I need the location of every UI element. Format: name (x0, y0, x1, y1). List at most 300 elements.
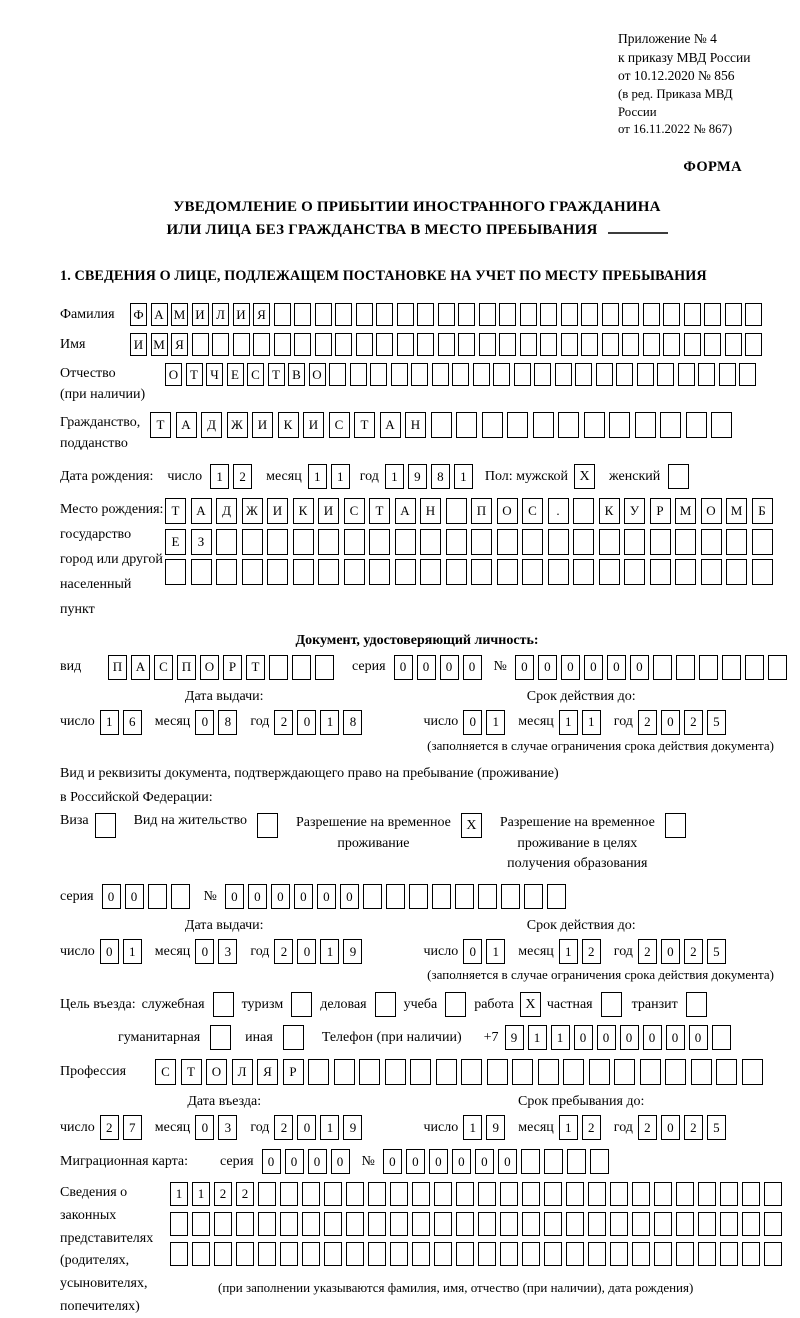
form-cell[interactable] (191, 559, 212, 585)
form-cell[interactable] (346, 1182, 364, 1206)
form-cell[interactable] (216, 529, 237, 555)
form-cell[interactable] (643, 333, 660, 356)
form-cell[interactable] (691, 1059, 712, 1085)
form-cell[interactable]: Л (212, 303, 229, 326)
form-cell[interactable] (390, 1212, 408, 1236)
form-cell[interactable]: П (108, 655, 127, 680)
form-cell[interactable] (544, 1242, 562, 1266)
form-cell[interactable] (386, 884, 405, 909)
form-cell[interactable] (487, 1059, 508, 1085)
form-cell[interactable]: 2 (638, 1115, 657, 1140)
form-cell[interactable] (768, 655, 787, 680)
form-cell[interactable] (632, 1212, 650, 1236)
form-cell[interactable] (575, 363, 592, 386)
form-cell[interactable]: С (329, 412, 350, 438)
form-cell[interactable] (657, 363, 674, 386)
form-cell[interactable] (412, 1182, 430, 1206)
form-cell[interactable]: Р (283, 1059, 304, 1085)
form-cell[interactable]: Д (216, 498, 237, 524)
purpose-transit-checkbox[interactable] (686, 992, 707, 1017)
form-cell[interactable]: 0 (584, 655, 603, 680)
form-cell[interactable] (676, 655, 695, 680)
temp-residence-checkbox[interactable]: X (461, 813, 482, 838)
purpose-business-checkbox[interactable] (375, 992, 396, 1017)
form-cell[interactable] (397, 303, 414, 326)
form-cell[interactable] (533, 412, 554, 438)
form-cell[interactable] (624, 559, 645, 585)
form-cell[interactable] (663, 303, 680, 326)
form-cell[interactable] (622, 333, 639, 356)
form-cell[interactable]: 5 (707, 710, 726, 735)
form-cell[interactable]: 0 (597, 1025, 616, 1050)
form-cell[interactable] (573, 559, 594, 585)
form-cell[interactable] (192, 333, 209, 356)
form-cell[interactable]: 1 (308, 464, 327, 489)
form-cell[interactable] (258, 1212, 276, 1236)
form-cell[interactable] (676, 1212, 694, 1236)
form-cell[interactable] (324, 1182, 342, 1206)
form-cell[interactable]: С (522, 498, 543, 524)
form-cell[interactable]: А (151, 303, 168, 326)
form-cell[interactable]: К (278, 412, 299, 438)
form-cell[interactable] (548, 559, 569, 585)
form-cell[interactable]: И (318, 498, 339, 524)
form-cell[interactable] (538, 1059, 559, 1085)
form-cell[interactable] (547, 884, 566, 909)
form-cell[interactable] (269, 655, 288, 680)
form-cell[interactable] (742, 1182, 760, 1206)
form-cell[interactable]: О (200, 655, 219, 680)
form-cell[interactable]: 1 (331, 464, 350, 489)
form-cell[interactable]: 0 (574, 1025, 593, 1050)
form-cell[interactable] (698, 363, 715, 386)
form-cell[interactable] (522, 559, 543, 585)
form-cell[interactable]: 2 (274, 710, 293, 735)
form-cell[interactable] (512, 1059, 533, 1085)
form-cell[interactable] (581, 303, 598, 326)
form-cell[interactable]: Т (246, 655, 265, 680)
form-cell[interactable]: 0 (317, 884, 336, 909)
form-cell[interactable]: 5 (707, 1115, 726, 1140)
form-cell[interactable] (411, 363, 428, 386)
form-cell[interactable] (632, 1242, 650, 1266)
form-cell[interactable] (212, 333, 229, 356)
form-cell[interactable] (456, 1242, 474, 1266)
form-cell[interactable] (558, 412, 579, 438)
form-cell[interactable] (665, 1059, 686, 1085)
form-cell[interactable] (318, 529, 339, 555)
form-cell[interactable] (599, 559, 620, 585)
form-cell[interactable]: Д (201, 412, 222, 438)
form-cell[interactable]: 2 (582, 1115, 601, 1140)
form-cell[interactable] (726, 529, 747, 555)
form-cell[interactable] (654, 1212, 672, 1236)
form-cell[interactable] (650, 559, 671, 585)
form-cell[interactable]: 1 (486, 939, 505, 964)
purpose-private-checkbox[interactable] (601, 992, 622, 1017)
form-cell[interactable] (216, 559, 237, 585)
form-cell[interactable] (635, 412, 656, 438)
form-cell[interactable] (350, 363, 367, 386)
form-cell[interactable] (479, 303, 496, 326)
form-cell[interactable]: М (726, 498, 747, 524)
purpose-humanitarian-checkbox[interactable] (210, 1025, 231, 1050)
form-cell[interactable] (654, 1182, 672, 1206)
form-cell[interactable] (242, 559, 263, 585)
form-cell[interactable] (497, 529, 518, 555)
form-cell[interactable] (478, 884, 497, 909)
form-cell[interactable] (412, 1212, 430, 1236)
form-cell[interactable]: 0 (225, 884, 244, 909)
form-cell[interactable] (409, 884, 428, 909)
form-cell[interactable] (752, 559, 773, 585)
form-cell[interactable] (452, 363, 469, 386)
form-cell[interactable] (302, 1242, 320, 1266)
form-cell[interactable] (236, 1212, 254, 1236)
form-cell[interactable]: В (288, 363, 305, 386)
form-cell[interactable] (438, 333, 455, 356)
form-cell[interactable] (711, 412, 732, 438)
form-cell[interactable]: И (267, 498, 288, 524)
form-cell[interactable]: Т (268, 363, 285, 386)
form-cell[interactable] (170, 1242, 188, 1266)
form-cell[interactable] (356, 333, 373, 356)
form-cell[interactable]: 0 (620, 1025, 639, 1050)
form-cell[interactable] (455, 884, 474, 909)
form-cell[interactable] (482, 412, 503, 438)
form-cell[interactable]: И (252, 412, 273, 438)
form-cell[interactable] (699, 655, 718, 680)
form-cell[interactable] (368, 1242, 386, 1266)
form-cell[interactable]: 9 (505, 1025, 524, 1050)
form-cell[interactable] (391, 363, 408, 386)
form-cell[interactable]: 2 (274, 1115, 293, 1140)
form-cell[interactable] (335, 303, 352, 326)
form-cell[interactable]: К (293, 498, 314, 524)
form-cell[interactable] (650, 529, 671, 555)
form-cell[interactable]: 0 (515, 655, 534, 680)
form-cell[interactable]: Е (227, 363, 244, 386)
form-cell[interactable] (675, 529, 696, 555)
form-cell[interactable]: Т (369, 498, 390, 524)
form-cell[interactable] (722, 655, 741, 680)
form-cell[interactable]: О (309, 363, 326, 386)
form-cell[interactable] (192, 1242, 210, 1266)
form-cell[interactable]: 2 (638, 710, 657, 735)
form-cell[interactable] (716, 1059, 737, 1085)
form-cell[interactable] (637, 363, 654, 386)
form-cell[interactable] (660, 412, 681, 438)
form-cell[interactable]: 6 (123, 710, 142, 735)
form-cell[interactable] (335, 333, 352, 356)
form-cell[interactable]: Я (253, 303, 270, 326)
purpose-tourism-checkbox[interactable] (291, 992, 312, 1017)
form-cell[interactable] (478, 1242, 496, 1266)
form-cell[interactable]: 0 (331, 1149, 350, 1174)
form-cell[interactable] (385, 1059, 406, 1085)
form-cell[interactable]: 1 (559, 710, 578, 735)
form-cell[interactable] (764, 1242, 782, 1266)
form-cell[interactable] (610, 1182, 628, 1206)
form-cell[interactable]: С (155, 1059, 176, 1085)
form-cell[interactable]: У (624, 498, 645, 524)
form-cell[interactable] (410, 1059, 431, 1085)
form-cell[interactable] (479, 333, 496, 356)
form-cell[interactable]: 0 (643, 1025, 662, 1050)
form-cell[interactable]: Т (354, 412, 375, 438)
form-cell[interactable] (507, 412, 528, 438)
form-cell[interactable]: 0 (297, 710, 316, 735)
form-cell[interactable] (742, 1059, 763, 1085)
form-cell[interactable] (280, 1182, 298, 1206)
form-cell[interactable] (280, 1242, 298, 1266)
form-cell[interactable] (548, 529, 569, 555)
form-cell[interactable]: 2 (236, 1182, 254, 1206)
form-cell[interactable] (566, 1182, 584, 1206)
form-cell[interactable]: 0 (294, 884, 313, 909)
form-cell[interactable]: Р (223, 655, 242, 680)
form-cell[interactable] (329, 363, 346, 386)
form-cell[interactable] (678, 363, 695, 386)
form-cell[interactable]: 5 (707, 939, 726, 964)
form-cell[interactable]: 3 (218, 1115, 237, 1140)
form-cell[interactable]: 0 (262, 1149, 281, 1174)
form-cell[interactable] (292, 655, 311, 680)
form-cell[interactable] (698, 1182, 716, 1206)
sex-male-checkbox[interactable]: X (574, 464, 595, 489)
form-cell[interactable]: 1 (551, 1025, 570, 1050)
form-cell[interactable] (412, 1242, 430, 1266)
form-cell[interactable] (567, 1149, 586, 1174)
form-cell[interactable]: 0 (248, 884, 267, 909)
form-cell[interactable] (267, 529, 288, 555)
form-cell[interactable]: 0 (607, 655, 626, 680)
form-cell[interactable] (431, 412, 452, 438)
form-cell[interactable] (497, 559, 518, 585)
form-cell[interactable] (294, 303, 311, 326)
form-cell[interactable]: М (675, 498, 696, 524)
form-cell[interactable] (253, 333, 270, 356)
form-cell[interactable]: 0 (102, 884, 121, 909)
form-cell[interactable] (493, 363, 510, 386)
form-cell[interactable] (566, 1242, 584, 1266)
form-cell[interactable] (478, 1182, 496, 1206)
form-cell[interactable] (436, 1059, 457, 1085)
form-cell[interactable] (555, 363, 572, 386)
form-cell[interactable] (573, 498, 594, 524)
form-cell[interactable] (432, 363, 449, 386)
sex-female-checkbox[interactable] (668, 464, 689, 489)
form-cell[interactable] (701, 529, 722, 555)
form-cell[interactable] (520, 303, 537, 326)
form-cell[interactable] (676, 1242, 694, 1266)
form-cell[interactable] (390, 1182, 408, 1206)
form-cell[interactable]: 0 (463, 710, 482, 735)
form-cell[interactable] (514, 363, 531, 386)
form-cell[interactable]: 0 (195, 710, 214, 735)
form-cell[interactable] (725, 303, 742, 326)
form-cell[interactable] (478, 1212, 496, 1236)
form-cell[interactable]: 0 (475, 1149, 494, 1174)
form-cell[interactable]: 0 (195, 939, 214, 964)
form-cell[interactable]: 9 (486, 1115, 505, 1140)
form-cell[interactable] (170, 1212, 188, 1236)
form-cell[interactable] (473, 363, 490, 386)
form-cell[interactable]: Т (165, 498, 186, 524)
form-cell[interactable] (610, 1212, 628, 1236)
form-cell[interactable] (675, 559, 696, 585)
form-cell[interactable] (561, 303, 578, 326)
form-cell[interactable] (334, 1059, 355, 1085)
form-cell[interactable] (294, 333, 311, 356)
form-cell[interactable]: 3 (218, 939, 237, 964)
form-cell[interactable]: 0 (429, 1149, 448, 1174)
form-cell[interactable]: 8 (343, 710, 362, 735)
purpose-other-checkbox[interactable] (283, 1025, 304, 1050)
form-cell[interactable] (590, 1149, 609, 1174)
form-cell[interactable] (363, 884, 382, 909)
form-cell[interactable]: 0 (285, 1149, 304, 1174)
form-cell[interactable]: 0 (125, 884, 144, 909)
form-cell[interactable] (610, 1242, 628, 1266)
form-cell[interactable] (726, 559, 747, 585)
form-cell[interactable] (501, 884, 520, 909)
form-cell[interactable] (171, 884, 190, 909)
form-cell[interactable] (522, 1182, 540, 1206)
form-cell[interactable] (192, 1212, 210, 1236)
form-cell[interactable] (764, 1212, 782, 1236)
form-cell[interactable] (417, 303, 434, 326)
form-cell[interactable] (214, 1242, 232, 1266)
form-cell[interactable]: И (192, 303, 209, 326)
form-cell[interactable] (344, 529, 365, 555)
form-cell[interactable] (376, 303, 393, 326)
form-cell[interactable] (622, 303, 639, 326)
form-cell[interactable]: 1 (559, 1115, 578, 1140)
form-cell[interactable]: 0 (661, 939, 680, 964)
form-cell[interactable]: О (206, 1059, 227, 1085)
form-cell[interactable]: Е (165, 529, 186, 555)
form-cell[interactable]: 0 (271, 884, 290, 909)
form-cell[interactable]: З (191, 529, 212, 555)
form-cell[interactable]: 9 (343, 1115, 362, 1140)
form-cell[interactable] (624, 529, 645, 555)
form-cell[interactable]: П (177, 655, 196, 680)
form-cell[interactable]: 1 (454, 464, 473, 489)
form-cell[interactable]: 0 (383, 1149, 402, 1174)
form-cell[interactable] (499, 303, 516, 326)
form-cell[interactable] (640, 1059, 661, 1085)
form-cell[interactable] (522, 1242, 540, 1266)
form-cell[interactable]: 2 (233, 464, 252, 489)
form-cell[interactable]: И (303, 412, 324, 438)
form-cell[interactable] (566, 1212, 584, 1236)
form-cell[interactable]: 2 (214, 1182, 232, 1206)
form-cell[interactable] (395, 559, 416, 585)
form-cell[interactable] (233, 333, 250, 356)
form-cell[interactable]: 2 (638, 939, 657, 964)
form-cell[interactable] (534, 363, 551, 386)
form-cell[interactable] (720, 1182, 738, 1206)
form-cell[interactable] (315, 303, 332, 326)
form-cell[interactable] (456, 1182, 474, 1206)
form-cell[interactable]: К (599, 498, 620, 524)
form-cell[interactable] (446, 559, 467, 585)
form-cell[interactable]: А (176, 412, 197, 438)
form-cell[interactable] (499, 333, 516, 356)
form-cell[interactable] (446, 529, 467, 555)
form-cell[interactable]: П (471, 498, 492, 524)
form-cell[interactable]: Т (150, 412, 171, 438)
form-cell[interactable]: Б (752, 498, 773, 524)
form-cell[interactable]: 8 (431, 464, 450, 489)
form-cell[interactable] (720, 1212, 738, 1236)
form-cell[interactable] (446, 498, 467, 524)
form-cell[interactable] (584, 412, 605, 438)
form-cell[interactable]: А (191, 498, 212, 524)
form-cell[interactable] (368, 1182, 386, 1206)
form-cell[interactable] (602, 303, 619, 326)
form-cell[interactable]: Т (181, 1059, 202, 1085)
form-cell[interactable] (522, 1212, 540, 1236)
form-cell[interactable]: 0 (440, 655, 459, 680)
form-cell[interactable]: 1 (192, 1182, 210, 1206)
form-cell[interactable]: 0 (406, 1149, 425, 1174)
form-cell[interactable]: 1 (320, 710, 339, 735)
form-cell[interactable]: 1 (210, 464, 229, 489)
form-cell[interactable] (324, 1212, 342, 1236)
form-cell[interactable]: А (380, 412, 401, 438)
form-cell[interactable]: 0 (100, 939, 119, 964)
form-cell[interactable] (563, 1059, 584, 1085)
form-cell[interactable]: 0 (666, 1025, 685, 1050)
form-cell[interactable]: А (395, 498, 416, 524)
form-cell[interactable] (719, 363, 736, 386)
form-cell[interactable]: 9 (408, 464, 427, 489)
form-cell[interactable]: 0 (661, 1115, 680, 1140)
form-cell[interactable] (148, 884, 167, 909)
form-cell[interactable]: 1 (170, 1182, 188, 1206)
form-cell[interactable]: 1 (320, 1115, 339, 1140)
form-cell[interactable] (698, 1242, 716, 1266)
form-cell[interactable] (165, 559, 186, 585)
form-cell[interactable] (368, 1212, 386, 1236)
form-cell[interactable] (544, 1149, 563, 1174)
form-cell[interactable] (434, 1182, 452, 1206)
form-cell[interactable] (544, 1212, 562, 1236)
form-cell[interactable]: О (701, 498, 722, 524)
form-cell[interactable] (522, 529, 543, 555)
form-cell[interactable]: 0 (661, 710, 680, 735)
form-cell[interactable]: 0 (195, 1115, 214, 1140)
form-cell[interactable] (616, 363, 633, 386)
form-cell[interactable]: 2 (582, 939, 601, 964)
form-cell[interactable] (324, 1242, 342, 1266)
form-cell[interactable]: 0 (630, 655, 649, 680)
form-cell[interactable] (742, 1212, 760, 1236)
form-cell[interactable] (588, 1212, 606, 1236)
form-cell[interactable] (390, 1242, 408, 1266)
form-cell[interactable] (500, 1212, 518, 1236)
form-cell[interactable] (293, 529, 314, 555)
form-cell[interactable]: 0 (308, 1149, 327, 1174)
form-cell[interactable] (686, 412, 707, 438)
form-cell[interactable] (369, 559, 390, 585)
form-cell[interactable]: 0 (498, 1149, 517, 1174)
form-cell[interactable]: 8 (218, 710, 237, 735)
form-cell[interactable] (369, 529, 390, 555)
form-cell[interactable] (359, 1059, 380, 1085)
